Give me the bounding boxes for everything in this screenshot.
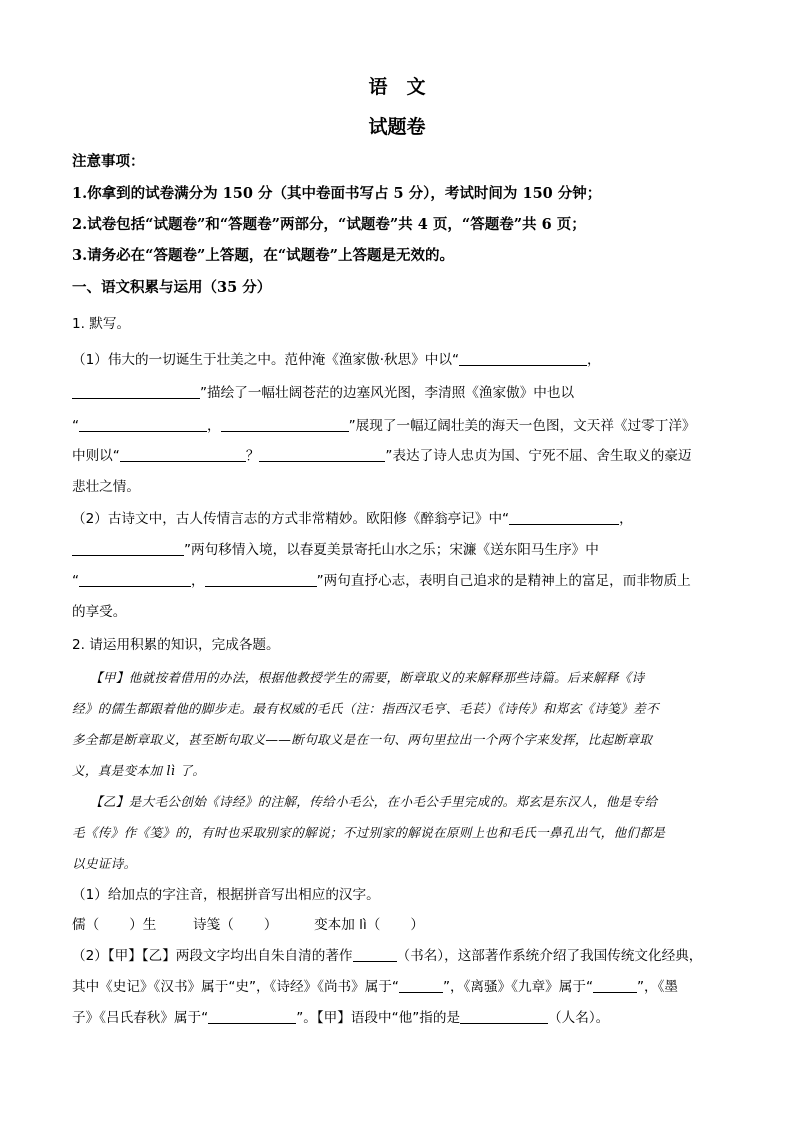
answer-blank[interactable] <box>208 1009 296 1024</box>
q2-sub1-answers: 儒（ ）生 诗笺（ ） 变本加 lì（ ） <box>72 917 424 933</box>
passage-jia-line3: 多全都是断章取义，甚至断句取义——断句取义是在一句、两句里拉出一个两个字来发挥，比起断章取 <box>72 732 653 747</box>
q2-sub2-line2: 其中《史记》《汉书》属于“史”，《诗经》《尚书》属于“ ”，《离骚》《九章》属于“ ”，《墨 <box>72 979 679 995</box>
q1-part2-line4: 的享受。 <box>72 604 127 620</box>
passage-jia-line4: 义，真是变本加 lì 了。 <box>72 763 206 778</box>
page-subtitle: 试题卷 <box>368 116 426 138</box>
answer-blank[interactable] <box>120 447 246 462</box>
q1-part1-line4: 中则以“ ？ ”表达了诗人忠贞为国、宁死不屈、舍生取义的豪迈 <box>72 448 692 464</box>
passage-yi-line1: 【乙】是大毛公创始《诗经》的注解，传给小毛公，在小毛公手里完成的。郑玄是东汉人，他是专给 <box>90 794 658 809</box>
q1-part1-line1: （1）伟大的一切诞生于壮美之中。范仲淹《渔家傲·秋思》中以“ ， <box>72 352 601 368</box>
answer-blank[interactable] <box>509 510 619 525</box>
passage-yi-line3: 以史证诗。 <box>72 856 137 871</box>
answer-blank[interactable] <box>399 978 443 993</box>
q1-part1-line2: ”描绘了一幅壮阔苍茫的边塞风光图，李清照《渔家傲》中也以 <box>72 381 574 401</box>
notice-heading: 注意事项： <box>72 153 145 170</box>
notice-item-1: 1.你拿到的试卷满分为 150 分（其中卷面书写占 5 分），考试时间为 150 分钟； <box>72 185 602 202</box>
q2-sub1-instruction: （1）给加点的字注音，根据拼音写出相应的汉字。 <box>72 887 380 903</box>
passage-yi-line2: 毛《传》作《笺》的，有时也采取别家的解说；不过别家的解说在原则上也和毛氏一鼻孔出气，他们都是 <box>72 825 666 840</box>
passage-jia-line2: 经》的儒生都跟着他的脚步走。最有权威的毛氏（注：指西汉毛亨、毛苌）《诗传》和郑玄《诗笺》差不 <box>72 701 659 716</box>
q2-sub2-line1: （2）【甲】【乙】两段文字均出自朱自清的著作 （书名），这部著作系统介绍了我国传统文化经典， <box>72 948 703 964</box>
answer-blank[interactable] <box>593 978 637 993</box>
answer-blank[interactable] <box>72 384 200 399</box>
answer-blank[interactable] <box>353 947 397 962</box>
q1-part1-line3: “ ， ”展现了一幅辽阔壮美的海天一色图，文天祥《过零丁洋》 <box>72 418 696 434</box>
q1-part1-line5: 悲壮之情。 <box>72 479 140 495</box>
answer-blank[interactable] <box>460 1009 548 1024</box>
answer-blank[interactable] <box>79 572 191 587</box>
page-title: 语 文 <box>368 76 426 98</box>
notice-item-3: 3.请务必在“答题卷”上答题，在“试题卷”上答题是无效的。 <box>72 247 454 264</box>
answer-blank[interactable] <box>79 417 207 432</box>
q2-sub2-line3: 子》《吕氏春秋》属于“ ”。【甲】语段中“他”指的是 （人名）。 <box>72 1010 610 1026</box>
q1-part2-line2: ”两句移情入境，以春夏美景寄托山水之乐；宋濂《送东阳马生序》中 <box>72 538 599 558</box>
answer-blank[interactable] <box>459 351 587 366</box>
notice-item-2: 2.试卷包括“试题卷”和“答题卷”两部分，“试题卷”共 4 页，“答题卷”共 6 页； <box>72 216 586 233</box>
question-1-number: 1. 默写。 <box>72 316 131 332</box>
q1-part2-line1: （2）古诗文中，古人传情言志的方式非常精妙。欧阳修《醉翁亭记》中“ ， <box>72 511 633 527</box>
answer-blank[interactable] <box>221 417 349 432</box>
answer-blank[interactable] <box>205 572 317 587</box>
answer-blank[interactable] <box>259 447 385 462</box>
section-heading: 一、语文积累与运用（35 分） <box>72 279 272 296</box>
answer-blank[interactable] <box>72 541 184 556</box>
passage-jia-line1: 【甲】他就按着借用的办法，根据他教授学生的需要，断章取义的来解释那些诗篇。后来解释《诗 <box>90 670 645 685</box>
q1-part2-line3: “ ， ”两句直抒心志，表明自己追求的是精神上的富足，而非物质上 <box>72 573 691 589</box>
question-2-number: 2. 请运用积累的知识，完成各题。 <box>72 637 280 653</box>
